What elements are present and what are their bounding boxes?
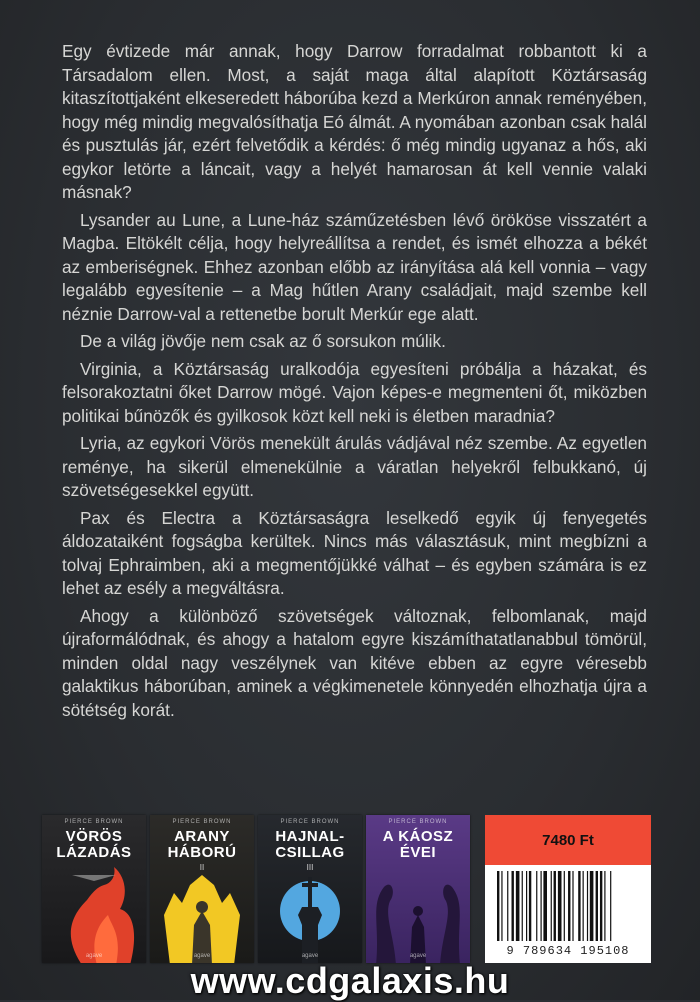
- book-publisher: agave: [409, 953, 427, 959]
- book-cover-hajnalcsillag: [258, 815, 362, 963]
- book-publisher: agave: [193, 953, 211, 959]
- book-cover-a-kaosz-evei: [366, 815, 470, 963]
- website-watermark: www.cdgalaxis.hu: [190, 960, 510, 1001]
- book-title: ARANY HÁBORÚ: [167, 828, 237, 861]
- blurb-paragraph: De a világ jövője nem csak az ő sorsukon múlik.: [80, 331, 446, 351]
- book-cover-voros-lazadas: [42, 815, 146, 963]
- book-title: VÖRÖS LÁZADÁS: [56, 828, 132, 861]
- barcode-icon: [495, 871, 641, 943]
- blurb-paragraph: Lyria, az egykori Vörös menekült árulás vádjával néz szembe. Az egyetlen reménye, ha sikerül elmenekülnie a váratlan helyekről felbukkanó, új szövetségesekkel együtt.: [62, 433, 647, 500]
- blurb-paragraph: Ahogy a különböző szövetségek változnak, felbomlanak, majd újraformálódnak, és ahogy a hatalom egyre kiszámíthatatlanabbul tömörül, minden oldal nagy veszélynek van kitéve ebben az egyre véresebb galaktikus háborúban, aminek a végkimenetele könnyedén elhozhatja újra a sötétség korát.: [62, 605, 647, 720]
- book-author: PIERCE BROWN: [64, 819, 124, 825]
- price-tag: 7480 Ft: [485, 815, 651, 865]
- book-number: II: [199, 863, 205, 872]
- book-number: III: [306, 863, 314, 872]
- book-publisher: agave: [301, 953, 319, 959]
- book-publisher: agave: [85, 953, 103, 959]
- blurb-paragraph: Pax és Electra a Köztársaságra leselkedő egyik új fenyegetés áldozataiként fogságba kerültek. Nincs más választásuk, mint megbízni a tolvaj Ephraimben, aki a megmentőjükké válhat – és egyben számára is ez lehet az esély a megváltásra.: [62, 507, 647, 598]
- book-title: A KÁOSZ ÉVEI: [382, 828, 454, 861]
- book-cover-arany-haboru: [150, 815, 254, 963]
- price-barcode-label: [485, 815, 651, 963]
- series-covers: [42, 815, 470, 963]
- book-author: PIERCE BROWN: [172, 819, 232, 825]
- blurb-paragraph: Virginia, a Köztársaság uralkodója egyesíteni próbálja a házakat, és felsorakoztatni őket Darrow mögé. Vajon képes-e megmenteni őt, miközben politikai bűnözők és gyilkosok közt kell neki is életben maradnia?: [62, 358, 647, 426]
- book-author: PIERCE BROWN: [388, 819, 448, 825]
- isbn-number: 9 789634 195108: [506, 944, 630, 958]
- blurb-text: [62, 40, 647, 726]
- blurb-paragraph: Lysander au Lune, a Lune-ház száműzetésben lévő örököse visszatért a Magba. Eltökélt célja, hogy helyreállítsa a rendet, és ismét elhozza a békét az emberiségnek. Ehhez azonban előbb az irányítása alá kell vonnia – vagy legalább egyesítenie – a Mag hűtlen Arany családjait, majd szembe kell néznie Darrow-val a rettenetbe borult Merkúr ege alatt.: [62, 209, 647, 324]
- book-title: HAJNAL- CSILLAG: [275, 828, 345, 861]
- blurb-paragraph: Egy évtizede már annak, hogy Darrow forradalmat robbantott ki a Társadalom ellen. Most, a saját maga által alapított Köztársaság kitaszítottjaként elkeseredett háborúba kezd a Merkúron annak reményében, hogy még mindig megvalósíthatja Eó álmát. A nyomában azonban csak halál és pusztulás jár, ezért felvetődik a kérdés: ő még mindig ugyanaz a hős, aki egykor letörte a láncait, vagy a helyét hamarosan át kell vennie valaki másnak?: [62, 41, 647, 202]
- book-author: PIERCE BROWN: [280, 819, 340, 825]
